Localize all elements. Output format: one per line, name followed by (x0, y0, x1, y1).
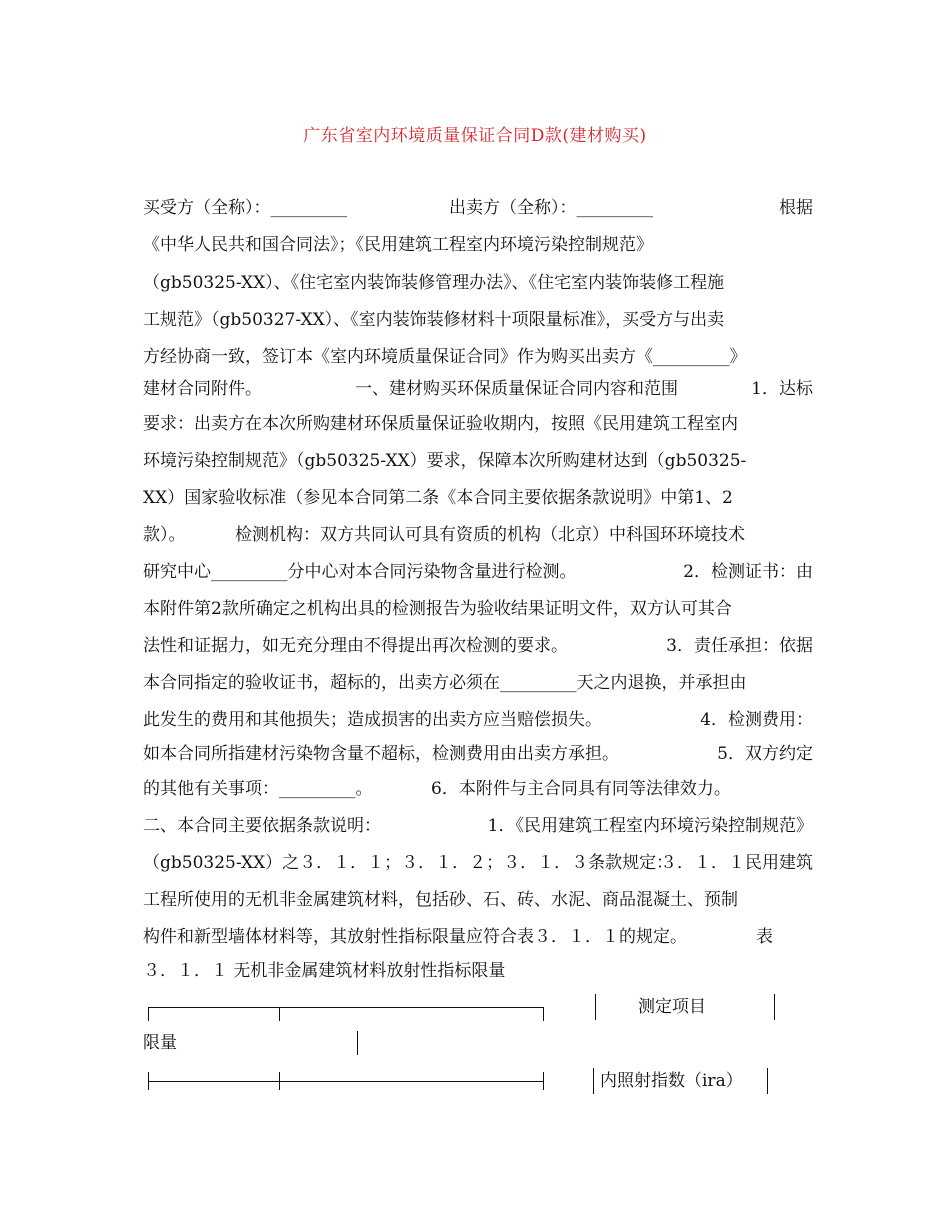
line-6-c: 1．达标 (751, 379, 813, 399)
line-13-b: 3．责任承担：依据 (666, 636, 813, 656)
text-line-8: 环境污染控制规范》（gb50325-XX）要求，保障本次所购建材达到（gb50325- (143, 451, 747, 471)
row1-item-cell: 内照射指数（ira） (600, 1071, 743, 1091)
text-line-16 (143, 739, 813, 769)
header-item-cell: 测定项目 (638, 997, 706, 1017)
text-line-2: 《中华人民共和国合同法》；《民用建筑工程室内环境污染控制规范》 (143, 235, 653, 255)
text-line-9: XX）国家验收标准（参见本合同第二条《本合同主要依据条款说明》中第1、2 (143, 488, 733, 508)
text-line-20: 工程所使用的无机非金属建筑材料，包括砂、石、砖、水泥、商品混凝土、预制 (143, 890, 738, 910)
line-6-b: 一、建材购买环保质量保证合同内容和范围 (355, 379, 678, 399)
text-line-19 (143, 848, 813, 878)
line-17-a: 的其他有关事项：_________。 (143, 779, 373, 799)
line-13-a: 法性和证据力，如无充分理由不得提出再次检测的要求。 (143, 636, 568, 656)
line-10-a: 款）。 (143, 525, 186, 545)
table-top-rule (148, 1007, 543, 1008)
line-6-a: 建材合同附件。 (143, 379, 262, 399)
table-vbar-left-2 (593, 1068, 594, 1094)
text-line-4: 工规范》（gb50327-XX）、《室内装饰装修材料十项限量标准》，买受方与出卖 (143, 310, 725, 330)
line-11-b: 2．检测证书：由 (683, 562, 813, 582)
text-line-18 (143, 811, 813, 841)
text-line-12: 本附件第2款所确定之机构出具的检测报告为验收结果证明文件，双方认可其合 (143, 599, 732, 619)
text-line-11 (143, 557, 813, 587)
line-21-b: 表 (756, 927, 773, 947)
text-line-1 (143, 193, 813, 223)
text-line-14: 本合同指定的验收证书，超标的，出卖方必须在_________天之内退换，并承担由 (143, 673, 747, 693)
line-17-b: 6．本附件与主合同具有同等法律效力。 (431, 779, 731, 799)
line-10-b: 检测机构：双方共同认可具有资质的机构（北京）中科国环环境技术 (235, 525, 745, 545)
line-19-a: （gb50325-XX）之３．１．１；３．１．２；３．１．３条款规定： (143, 853, 674, 873)
text-line-10 (143, 520, 813, 550)
document-title: 广东省室内环境质量保证合同D款(建材购买) (303, 126, 647, 146)
table-tee-left (148, 1072, 149, 1090)
line-11-a: 研究中心_________分中心对本合同污染物含量进行检测。 (143, 562, 577, 582)
text-line-13 (143, 631, 813, 661)
buyer-field: 买受方（全称）：_________ (143, 198, 347, 218)
line-18-b: 1．《民用建筑工程室内环境污染控制规范》 (487, 816, 813, 836)
table-cross (279, 1072, 280, 1090)
line-16-a: 如本合同所指建材污染物含量不超标，检测费用由出卖方承担。 (143, 744, 619, 764)
text-line-6 (143, 374, 813, 404)
table-tee-right (543, 1072, 544, 1090)
table-tee-top (279, 1007, 280, 1021)
seller-field: 出卖方（全称）：_________ (449, 198, 653, 218)
line-21-a: 构件和新型墙体材料等，其放射性指标限量应符合表３．１．１的规定。 (143, 927, 687, 947)
text-line-7: 要求：出卖方在本次所购建材环保质量保证验收期内，按照《民用建筑工程室内 (143, 414, 738, 434)
table-mid-rule (148, 1081, 543, 1082)
text-line-22: ３．１．１ 无机非金属建筑材料放射性指标限量 (143, 961, 506, 981)
line-16-b: 5．双方约定 (717, 744, 813, 764)
text-line-15 (143, 705, 813, 735)
line-15-a: 此发生的费用和其他损失；造成损害的出卖方应当赔偿损失。 (143, 710, 602, 730)
text-line-17 (143, 774, 813, 804)
table-vbar-left (595, 994, 596, 1020)
header-limit-cell: 限量 (143, 1033, 177, 1053)
table-vbar-right-2 (767, 1068, 768, 1094)
line-1-end: 根据 (779, 198, 813, 218)
table-vbar-mid (357, 1031, 358, 1055)
text-line-21 (143, 922, 813, 952)
text-line-5: 方经协商一致，签订本《室内环境质量保证合同》作为购买出卖方《_________》 (143, 347, 747, 367)
line-15-b: 4．检测费用： (700, 710, 813, 730)
table-vbar-right (774, 994, 775, 1020)
line-18-a: 二、本合同主要依据条款说明： (143, 816, 381, 836)
table-corner-tl (148, 1007, 149, 1021)
line-19-b: ３．１．１民用建筑 (660, 853, 813, 873)
text-line-3: （gb50325-XX）、《住宅室内装饰装修管理办法》、《住宅室内装饰装修工程施 (143, 273, 725, 293)
table-corner-tr (543, 1007, 544, 1021)
